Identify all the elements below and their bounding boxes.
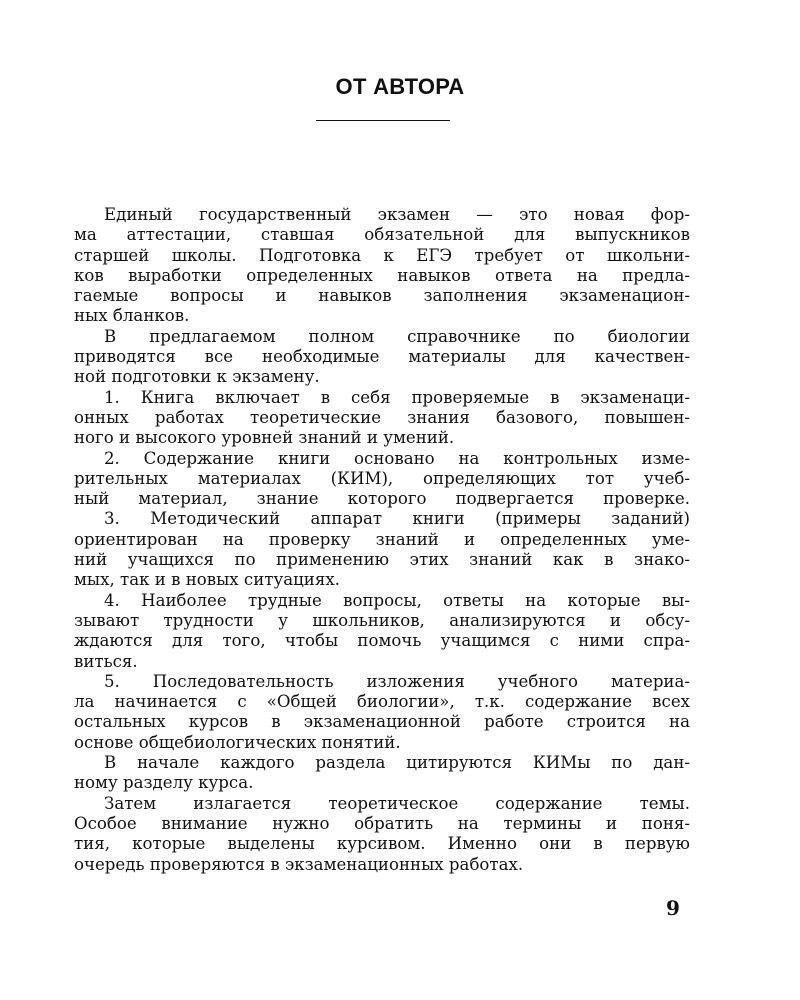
paragraph-point-1	[74, 388, 690, 449]
text-line: 3. Методический аппарат книги (примеры заданий)	[104, 509, 690, 529]
text-line: онных работах теоретические знания базового, повышен-	[74, 407, 690, 427]
text-line: Единый государственный экзамен — это новая фор-	[104, 205, 690, 224]
text-line: приводятся все необходимые материалы для качествен-	[74, 347, 690, 367]
text-line: 2. Содержание книги основано на контрольных изме-	[104, 448, 690, 468]
text-line: Затем излагается теоретическое содержание темы.	[104, 793, 690, 813]
text-line: ков выработки определенных навыков ответа на предла-	[74, 265, 690, 285]
paragraph-intro	[74, 205, 690, 327]
text-line: ний учащихся по применению этих знаний как в знако-	[74, 550, 690, 570]
text-line: виться.	[74, 651, 138, 671]
text-line: тия, которые выделены курсивом. Именно они в первую	[74, 834, 690, 854]
text-line: ла начинается с «Общей биологии», т.к. содержание всех	[74, 692, 690, 712]
text-line: основе общебиологических понятий.	[74, 732, 401, 752]
text-line: остальных курсов в экзаменационной работе строится на	[74, 712, 690, 732]
paragraph-point-4	[74, 591, 690, 672]
text-line: ному разделу курса.	[74, 773, 254, 793]
text-line: Особое внимание нужно обратить на термины и поня-	[74, 813, 690, 833]
text-line: ждаются для того, чтобы помочь учащимся с ними спра-	[74, 631, 690, 651]
text-line: ных бланков.	[74, 306, 190, 326]
text-line: ной подготовки к экзамену.	[74, 367, 320, 387]
text-line: В предлагаемом полном справочнике по биологии	[104, 326, 690, 346]
text-line: гаемые вопросы и навыков заполнения экзаменацион-	[74, 286, 690, 306]
text-line: мых, так и в новых ситуациях.	[74, 570, 340, 590]
text-line: 1. Книга включает в себя проверяемые в экзаменаци-	[104, 387, 690, 407]
text-line: ного и высокого уровней знаний и умений.	[74, 428, 455, 448]
page-number: 9	[666, 896, 680, 920]
paragraph-point-5	[74, 672, 690, 753]
paragraph-kim-citation	[74, 753, 690, 794]
text-line: зывают трудности у школьников, анализируются и обсу-	[74, 610, 690, 630]
text-line: ма аттестации, ставшая обязательной для выпускников	[74, 225, 690, 245]
text-line: 4. Наиболее трудные вопросы, ответы на которые вы-	[104, 590, 690, 610]
paragraph-point-2	[74, 449, 690, 510]
paragraph-theory	[74, 794, 690, 875]
text-line: очередь проверяются в экзаменационных работах.	[74, 854, 524, 874]
text-line: старшей школы. Подготовка к ЕГЭ требует от школьни-	[74, 245, 690, 265]
text-line: ориентирован на проверку знаний и определенных уме-	[74, 529, 690, 549]
paragraph-handbook	[74, 327, 690, 388]
text-line: рительных материалах (КИМ), определяющих тот учеб-	[74, 468, 690, 488]
paragraph-point-3	[74, 509, 690, 590]
text-line: ный материал, знание которого подвергается проверке.	[74, 489, 690, 509]
text-line: В начале каждого раздела цитируются КИМы по дан-	[104, 753, 690, 773]
page-title: ОТ АВТОРА	[335, 74, 465, 99]
text-line: 5. Последовательность изложения учебного материа-	[104, 671, 690, 691]
body-text	[74, 205, 690, 875]
title-underline	[316, 120, 450, 121]
